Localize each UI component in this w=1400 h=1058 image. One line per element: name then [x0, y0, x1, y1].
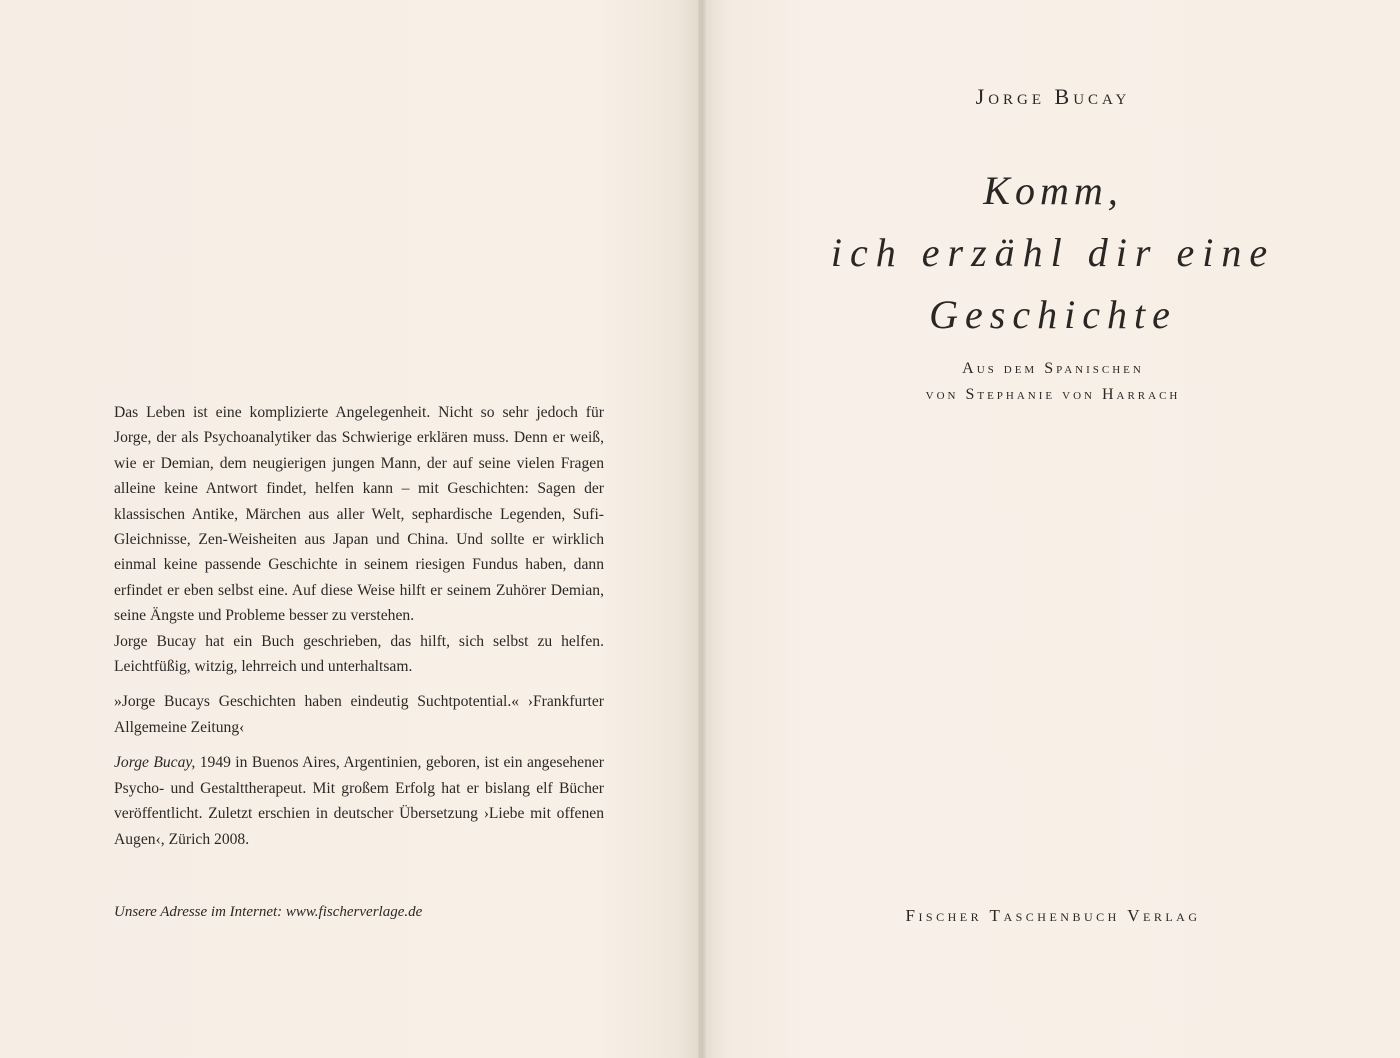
book-gutter	[698, 0, 706, 1058]
blurb-paragraph-1: Das Leben ist eine komplizierte Angelegenheit. Nicht so sehr jedoch für Jorge, der als Psychoanalytiker das Schwierige erklären muss. Denn er weiß, wie er Demian, dem neugierigen jungen Mann, der auf seine vielen Fragen alleine keine Antwort findet, helfen kann – mit Geschichten: Sagen der klassischen Antike, Märchen aus aller Welt, sephardische Legenden, Sufi-Gleichnisse, Zen-Weisheiten aus Japan und China. Und sollte er wirklich einmal keine passende Geschichte in seinem riesigen Fundus haben, dann erfindet er eben selbst eine. Auf diese Weise hilft er seinem Zuhörer Demian, seine Ängste und Probleme besser zu verstehen.	[114, 404, 604, 625]
right-page	[706, 0, 1400, 1058]
internet-address: Unsere Adresse im Internet: www.fischerverlage.de	[114, 904, 423, 920]
author-bio-name: Jorge Bucay,	[114, 754, 196, 772]
title-line-2: ich erzähl dir eine	[830, 230, 1276, 275]
title-line-3: Geschichte	[929, 292, 1177, 337]
author-bio	[114, 750, 604, 852]
author-name: Jorge Bucay	[975, 84, 1131, 109]
blurb-paragraph-2: Jorge Bucay hat ein Buch geschrieben, das hilft, sich selbst zu helfen. Leichtfüßig, witzig, lehrreich und unterhaltsam.	[114, 632, 604, 676]
translator-credit	[706, 356, 1400, 408]
blurb-text	[114, 400, 604, 852]
press-quote: »Jorge Bucays Geschichten haben eindeutig Suchtpotential.« ›Frankfurter Allgemeine Zeitung‹	[114, 693, 604, 736]
book-title	[706, 160, 1400, 346]
translator-line-2: von Stephanie von Harrach	[925, 386, 1181, 403]
author-bio-text: 1949 in Buenos Aires, Argentinien, geboren, ist ein angesehener Psycho- und Gestalttherapeut. Mit großem Erfolg hat er bislang elf Bücher veröffentlicht. Zuletzt erschien in deutscher Übersetzung ›Liebe mit offenen Augen‹, Zürich 2008.	[114, 754, 604, 848]
translator-line-1: Aus dem Spanischen	[962, 360, 1144, 377]
title-line-1: Komm,	[983, 168, 1123, 213]
publisher-name: Fischer Taschenbuch Verlag	[905, 906, 1201, 925]
